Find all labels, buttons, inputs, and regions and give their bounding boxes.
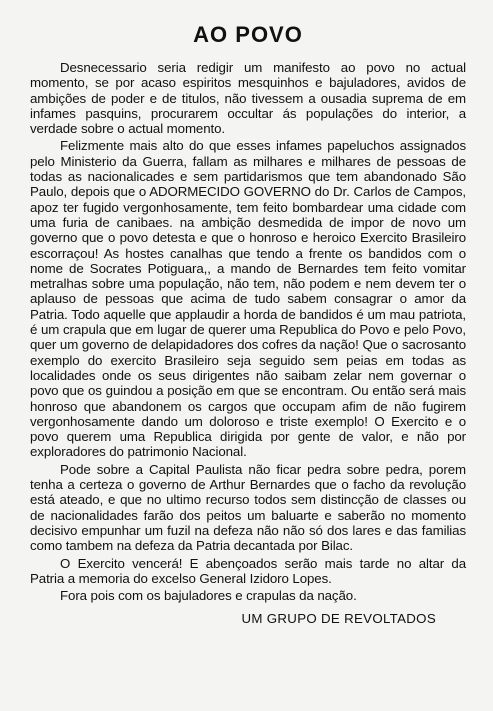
- signature: UM GRUPO DE REVOLTADOS: [241, 611, 436, 627]
- paragraph-2: Felizmente mais alto do que esses infames papeluchos assignados pelo Ministerio da Guerra, fallam as milhares e milhares de pessoas de todas as nacionalicades e sem partidarismos que tem abandonado São Paulo, depois que o ADORMECIDO GOVERNO do Dr. Carlos de Campos, apoz ter fugido vergonhosamente, tem feito bombardear uma cidade com uma furia de canibaes. na ambição desmedida de impor de novo um governo que o povo detesta e que o honroso e heroico Exercito Brasileiro escorraçou! As hostes canalhas que tendo a frente os bandidos com o nome de Socrates Potiguara,, a mando de Bernardes tem feito vomitar metralhas sobre uma população, não tem, não podem e nem devem ter o aplauso de pessoas que acima de tudo sabem consagrar o amor da Patria. Todo aquelle que applaudir a horda de bandidos é um mau patriota, é um crapula que em lugar de querer uma Republica do Povo e pelo Povo, quer um governo de delapidadores dos cofres da nação! Que o sacrosanto exemplo do exercito Brasileiro seja seguido sem peias em todas as localidades onde os seus dirigentes não saibam zelar nem governar o povo que os guindou a posição em que se encontram. Ou então será mais honroso que abandonem os cargos que occupam afim de não fugirem vergonhosamente dando um doloroso e triste exemplo! O Exercito e o povo querem uma Republica dirigida por gente de valor, e não por exploradores do patrimonio Nacional.: [30, 138, 466, 460]
- paragraph-4: O Exercito vencerá! E abençoados serão mais tarde no altar da Patria a memoria do excelso General Izidoro Lopes.: [30, 555, 466, 586]
- document-title: AO POVO: [193, 22, 303, 47]
- paragraph-3: Pode sobre a Capital Paulista não ficar pedra sobre pedra, porem tenha a certeza o governo de Arthur Bernardes que o facho da revolução está ateado, e que no ultimo recurso todos sem distincção de classes ou de nacionalidades farão dos peitos um baluarte e saberão no momento decisivo empunhar um fuzil na defeza não não só dos lares e das familias como tambem na defeza da Patria decantada por Bilac.: [30, 461, 466, 554]
- paragraph-1: Desnecessario seria redigir um manifesto ao povo no actual momento, se por acaso espiritos mesquinhos e bajuladores, avidos de ambições de poder e de titulos, não tivessem a ousadia suprema de em infames pasquins, procurarem occultar ás populações do interior, a verdade sobre o actual momento.: [30, 60, 466, 137]
- paragraph-5: Fora pois com os bajuladores e crapulas da nação.: [60, 588, 357, 604]
